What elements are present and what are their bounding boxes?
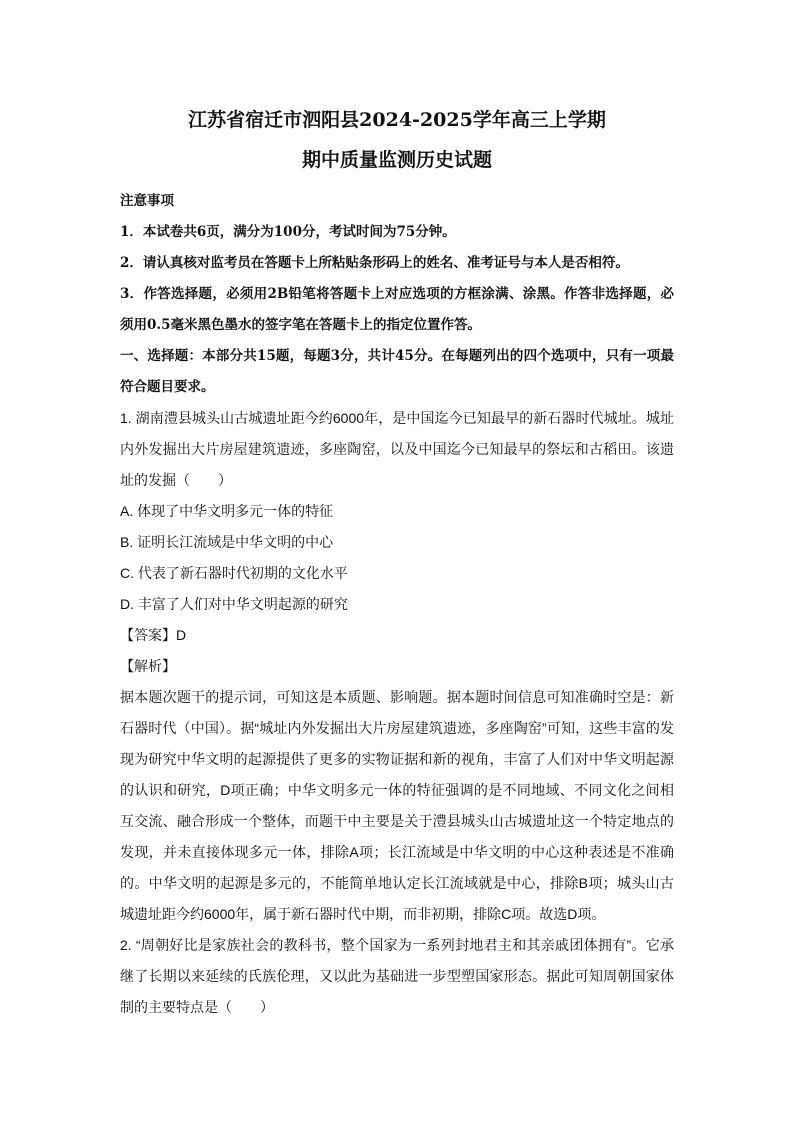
question-2-stem: 2. “周朝好比是家族社会的教科书，整个国家为一系列封地君主和其亲戚团体拥有”。它承继了长期以来延续的氏族伦理，又以此为基础进一步型塑国家形态。据此可知周朝国家体制的主要特点是（ ） <box>120 937 674 1015</box>
note-item-3: 3．作答选择题，必须用2B铅笔将答题卡上对应选项的方框涂满、涂黑。作答非选择题，必须用0.5毫米黑色墨水的签字笔在答题卡上的指定位置作答。 <box>120 286 674 333</box>
question-1-option-b: B. 证明长江流域是中华文明的中心 <box>120 534 334 550</box>
document-title-line1: 江苏省宿迁市泗阳县2024-2025学年高三上学期 <box>188 109 606 131</box>
document-title-line2: 期中质量监测历史试题 <box>301 149 492 171</box>
question-1-analysis: 据本题次题干的提示词，可知这是本质题、影响题。据本题时间信息可知准确时空是：新石器时代（中国）。据“城址内外发掘出大片房屋建筑遗迹，多座陶窑”可知，这些丰富的发现为研究中华文明的起源提供了更多的实物证据和新的视角，丰富了人们对中华文明起源的认识和研究，D项正确；中华文明多元一体的特征强调的是不同地域、不同文化之间相互交流、融合形成一个整体，而题干中主要是关于澧县城头山古城遗址这一个特定地点的发现，并未直接体现多元一体，排除A项；长江流域是中华文明的中心这种表述是不准确的。中华文明的起源是多元的，不能简单地认定长江流域就是中心，排除B项；城头山古城遗址距今约6000年，属于新石器时代中期，而非初期，排除C项。故选D项。 <box>120 689 674 922</box>
note-item-2: 2．请认真核对监考员在答题卡上所粘贴条形码上的姓名、准考证号与本人是否相符。 <box>120 255 629 271</box>
question-1-option-d: D. 丰富了人们对中华文明起源的研究 <box>120 596 348 612</box>
question-1-option-c: C. 代表了新石器时代初期的文化水平 <box>120 565 348 581</box>
question-1-analysis-heading: 【解析】 <box>120 658 176 674</box>
question-1-option-a: A. 体现了中华文明多元一体的特征 <box>120 503 334 519</box>
notes-heading: 注意事项 <box>120 193 174 209</box>
question-1-stem: 1. 湖南澧县城头山古城遗址距今约6000年，是中国迄今已知最早的新石器时代城址。城址内外发掘出大片房屋建筑遗迹，多座陶窑，以及中国迄今已知最早的祭坛和古稻田。该遗址的发掘（ ） <box>120 410 674 488</box>
section-one-heading: 一、选择题：本部分共15题，每题3分，共计45分。在每题列出的四个选项中，只有一项最符合题目要求。 <box>120 348 674 395</box>
note-item-1: 1．本试卷共6页，满分为100分，考试时间为75分钟。 <box>120 224 456 240</box>
question-1-answer: 【答案】D <box>120 627 187 643</box>
